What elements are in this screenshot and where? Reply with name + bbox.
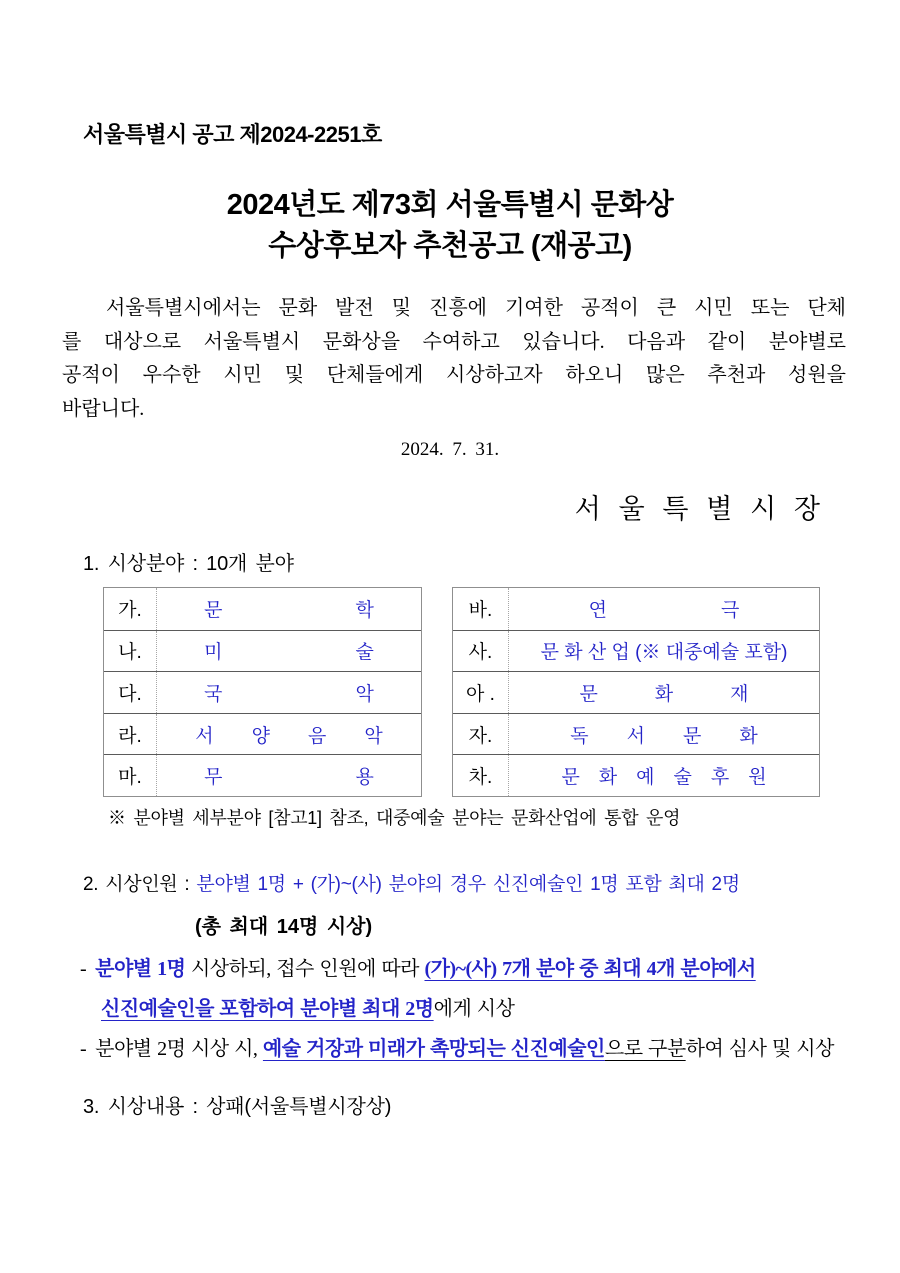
category-label-cell: 라.	[104, 714, 157, 755]
intro-line: 서울특별시에서는 문화 발전 및 진흥에 기여한 공적이 큰 시민 또는 단체	[106, 297, 846, 319]
bullet1-black-text2: 에게 시상	[433, 998, 515, 1020]
category-value-cell: 연 극	[588, 600, 740, 622]
table-row	[453, 713, 819, 755]
award-categories-table-left	[103, 587, 422, 797]
category-label-cell: 마.	[104, 755, 157, 796]
category-label-cell: 아 .	[453, 672, 509, 713]
category-label-cell: 자.	[453, 714, 509, 755]
section2-heading-detail: 분야별 1명 + (가)~(사) 분야의 경우 신진예술인 1명 포함 최대 2명	[196, 874, 740, 895]
table-row	[104, 754, 421, 796]
category-label-cell: 사.	[453, 631, 509, 672]
section3-heading: 3. 시상내용 : 상패(서울특별시장상)	[83, 1096, 392, 1118]
bullet1-blue-text: 분야별 1명	[95, 958, 186, 980]
table-row	[453, 754, 819, 796]
notice-number: 서울특별시 공고 제2024-2251호	[83, 122, 382, 147]
category-label-cell: 나.	[104, 631, 157, 672]
bullet2-blue-underlined-text: 예술 거장과 미래가 촉망되는 신진예술인	[262, 1038, 605, 1060]
intro-paragraph	[62, 292, 846, 426]
category-value-cell: 문 화 예 술 후 원	[561, 767, 767, 789]
section2-bullet2	[80, 1036, 834, 1063]
document-title-line1: 2024년도 제73회 서울특별시 문화상	[226, 189, 674, 221]
category-value-cell: 문 화 산 업 (※ 대중예술 포함)	[540, 642, 788, 664]
section2-bullet1-line1	[80, 956, 756, 983]
table-row	[453, 630, 819, 672]
document-date: 2024. 7. 31.	[400, 439, 500, 460]
table-row	[453, 588, 819, 630]
document-title	[0, 185, 900, 267]
bullet2-black-text1: 분야별 2명 시상 시,	[95, 1038, 263, 1060]
table-row	[104, 630, 421, 672]
category-value-cell: 문 화 재	[579, 683, 749, 705]
bullet1-black-text: 시상하되, 접수 인원에 따라	[185, 958, 425, 980]
category-label-cell: 차.	[453, 755, 509, 796]
categories-footnote: ※ 분야별 세부분야 [참고1] 참조, 대중예술 분야는 문화산업에 통합 운영	[108, 808, 681, 828]
bullet2-black-text2: 하여 심사 및 시상	[685, 1038, 834, 1060]
category-value-cell: 국 악	[204, 683, 374, 705]
category-label-cell: 다.	[104, 672, 157, 713]
bullet-dash: -	[80, 958, 87, 980]
award-categories-table-right	[452, 587, 820, 797]
bullet2-black-underlined-text: 으로 구분	[604, 1038, 686, 1060]
table-row	[453, 671, 819, 713]
bullet1-blue-underlined-text: (가)~(사) 7개 분야 중 최대 4개 분야에서	[424, 958, 756, 980]
category-label-cell: 가.	[104, 588, 157, 630]
category-value-cell: 문 학	[204, 600, 374, 622]
bullet-dash: -	[80, 1038, 87, 1060]
table-row	[104, 588, 421, 630]
section2-bullet1-line2	[101, 996, 514, 1023]
category-value-cell: 미 술	[204, 642, 374, 664]
section2-total-note: (총 최대 14명 시상)	[195, 916, 373, 938]
section1-heading: 1. 시상분야 : 10개 분야	[83, 553, 294, 575]
category-value-cell: 서 양 음 악	[195, 725, 383, 747]
document-title-line2: 수상후보자 추천공고 (재공고)	[268, 230, 632, 262]
mayor-signature: 서 울 특 별 시 장	[574, 494, 821, 524]
intro-line: 공적이 우수한 시민 및 단체들에게 시상하고자 하오니 많은 추천과 성원을	[62, 364, 846, 386]
table-row	[104, 671, 421, 713]
section2-heading-label: 2. 시상인원 :	[83, 874, 197, 895]
intro-line: 바랍니다.	[62, 397, 145, 420]
category-label-cell: 바.	[453, 588, 509, 630]
category-value-cell: 무 용	[204, 767, 374, 789]
intro-line: 를 대상으로 서울특별시 문화상을 수여하고 있습니다. 다음과 같이 분야별로	[62, 330, 846, 353]
bullet1-blue-underlined-text2: 신진예술인을 포함하여 분야별 최대 2명	[101, 998, 434, 1020]
section2-heading	[83, 872, 740, 898]
category-value-cell: 독 서 문 화	[570, 725, 758, 747]
table-row	[104, 713, 421, 755]
